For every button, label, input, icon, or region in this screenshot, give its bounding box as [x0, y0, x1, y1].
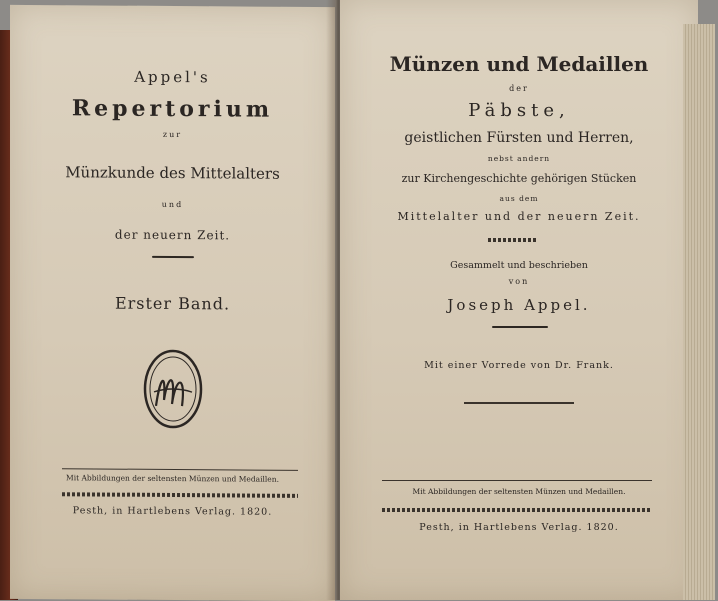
right-title-page: [340, 0, 698, 600]
right-preface: Mit einer Vorrede von Dr. Frank.: [424, 360, 614, 371]
right-author: Joseph Appel.: [447, 296, 591, 314]
right-title-ausdem: aus dem: [499, 194, 539, 203]
right-title-der: der: [509, 84, 529, 93]
left-footer-rule-top: [62, 468, 298, 471]
left-imprint: Pesth, in Hartlebens Verlag. 1820.: [72, 505, 273, 518]
right-footer-rule-top: [382, 480, 652, 481]
left-footer-dotted-rule: [62, 492, 298, 498]
right-mid-rule: [464, 402, 574, 404]
right-ornament-rule: [488, 238, 538, 242]
right-imprint: Pesth, in Hartlebens Verlag. 1820.: [419, 522, 619, 533]
right-title-main: Münzen und Medaillen: [389, 52, 649, 76]
left-title-subject: Münzkunde des Mittelalters: [65, 163, 280, 183]
right-divider: [492, 326, 548, 328]
left-volume: Erster Band.: [114, 293, 231, 314]
left-title-page: [10, 5, 335, 601]
left-title-author: Appel's: [134, 67, 211, 87]
right-title-nebst: nebst andern: [487, 154, 551, 163]
right-title-princes: geistlichen Fürsten und Herren,: [404, 130, 634, 146]
right-title-era: Mittelalter und der neuern Zeit.: [397, 210, 641, 223]
right-title-church: zur Kirchengeschichte gehörigen Stücken: [401, 172, 637, 185]
left-divider: [152, 256, 194, 258]
monogram-emblem: [142, 348, 204, 430]
left-title-und: und: [161, 199, 184, 210]
left-title-era: der neuern Zeit.: [114, 227, 231, 243]
right-von: von: [508, 277, 530, 286]
right-footer-note: Mit Abbildungen der seltensten Münzen und Medaillen.: [412, 487, 626, 496]
left-title-zur: zur: [162, 129, 183, 140]
left-footer-note: Mit Abbildungen der seltensten Münzen und Medaillen.: [66, 473, 279, 484]
right-collected: Gesammelt und beschrieben: [450, 260, 588, 271]
left-title-main: Repertorium: [71, 95, 274, 123]
page-block-edge: [683, 24, 715, 600]
right-title-popes: Päbste,: [468, 100, 570, 121]
right-footer-dotted-rule: [382, 508, 652, 512]
